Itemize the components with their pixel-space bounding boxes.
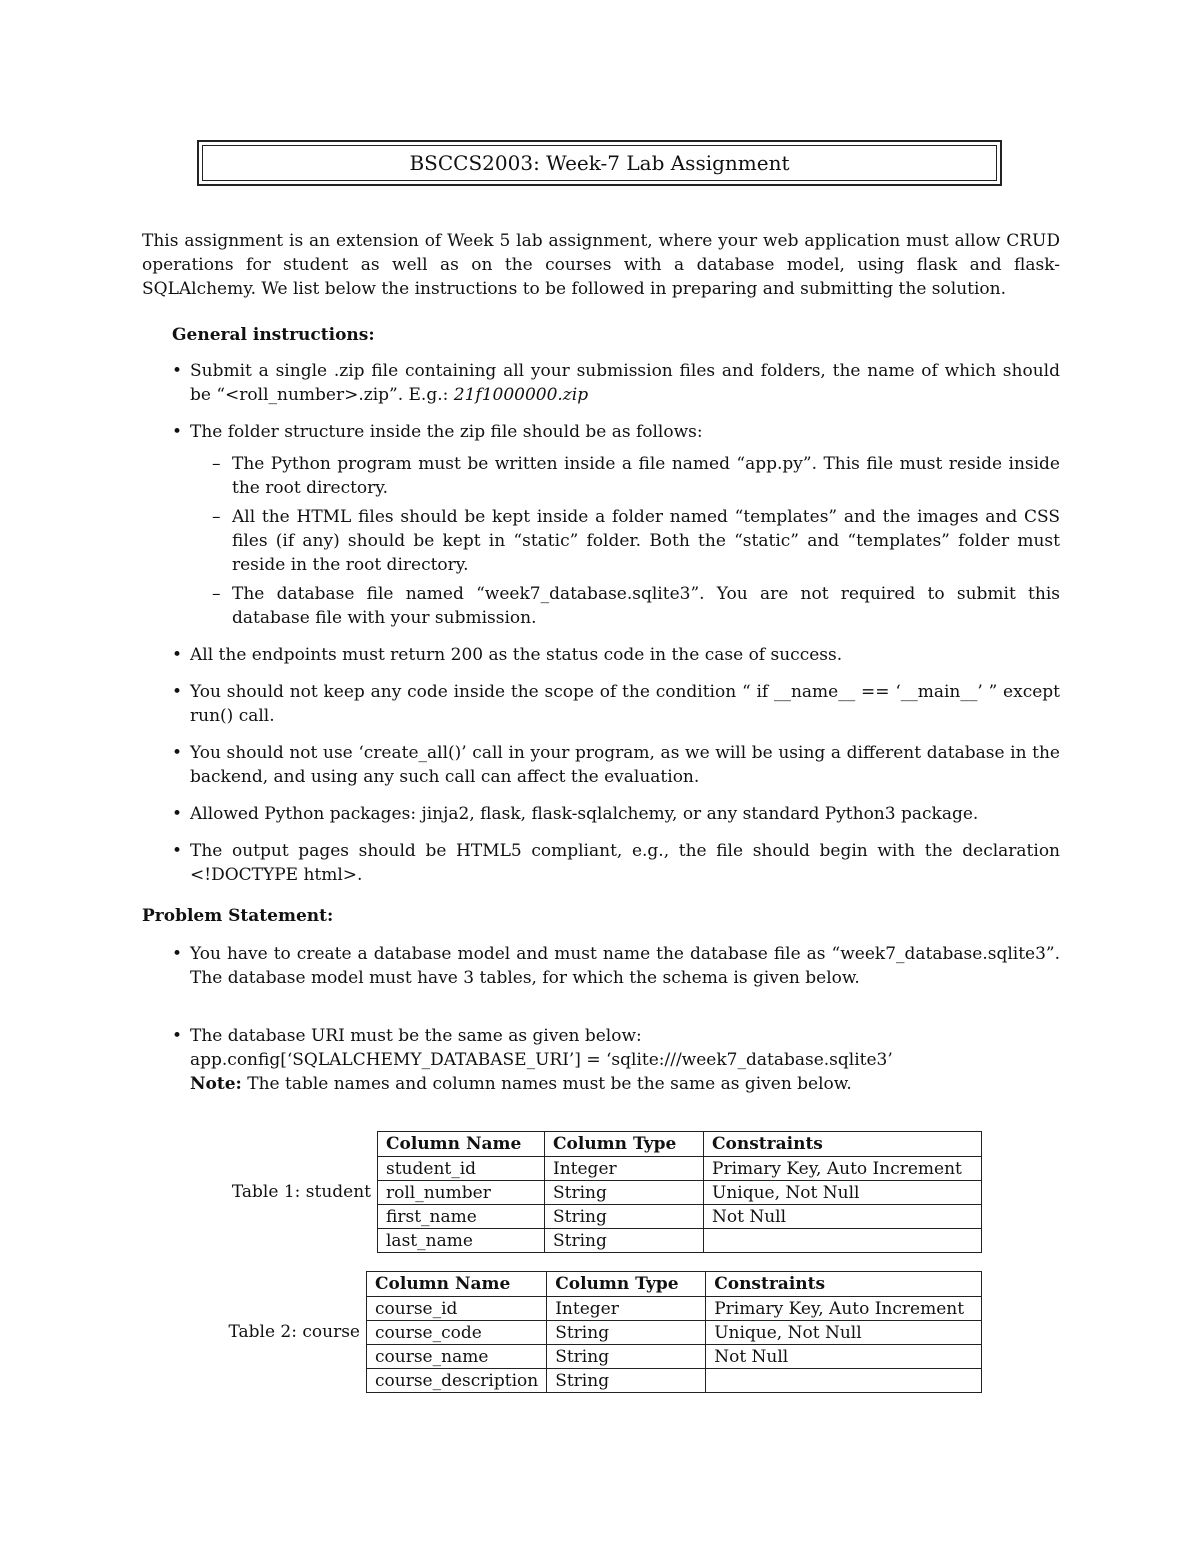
table-cell: Integer <box>547 1297 706 1321</box>
column-header: Column Name <box>378 1132 545 1157</box>
list-item <box>142 420 1060 630</box>
table-row <box>378 1181 982 1205</box>
title-box <box>197 140 1002 186</box>
course-table-block <box>210 1271 982 1393</box>
course-table-caption: Table 2: course <box>228 1322 360 1342</box>
table-cell: Unique, Not Null <box>704 1181 982 1205</box>
student-table-caption: Table 1: student <box>231 1182 371 1202</box>
folder-structure-list <box>190 452 1060 630</box>
column-header: Constraints <box>706 1272 982 1297</box>
table-cell: student_id <box>378 1157 545 1181</box>
table-row <box>378 1157 982 1181</box>
student-table-block <box>221 1131 982 1253</box>
list-item: • You should not use ‘create_all()’ call in your program, as we will be using a different database in the backend, and using any such call can affect the evaluation. <box>142 741 1060 789</box>
general-instructions-list <box>142 359 1060 900</box>
table-cell: last_name <box>378 1229 545 1253</box>
list-item: • You have to create a database model and must name the database file as “week7_database.sqlite3”. The database model must have 3 tables, for which the schema is given below. <box>142 942 1060 990</box>
intro-text: This assignment is an extension of Week 5 lab assignment, where your web application must allow CRUD operations for student as well as on the courses with a database model, using flask and flask-SQLAlchemy. We list below the instructions to be followed in preparing and submitting the solution. <box>142 231 1060 299</box>
uri-intro: • The database URI must be the same as given below: <box>190 1026 642 1046</box>
table-row <box>378 1205 982 1229</box>
column-header: Column Type <box>545 1132 704 1157</box>
course-table <box>366 1271 982 1393</box>
table-cell: course_description <box>367 1369 547 1393</box>
student-table <box>377 1131 982 1253</box>
table-cell <box>704 1229 982 1253</box>
column-header: Constraints <box>704 1132 982 1157</box>
table-cell: Not Null <box>704 1205 982 1229</box>
table-cell: String <box>547 1321 706 1345</box>
table-cell: course_code <box>367 1321 547 1345</box>
table-cell: Unique, Not Null <box>706 1321 982 1345</box>
table-row <box>367 1321 982 1345</box>
list-item: • You should not keep any code inside the scope of the condition “ if __name__ == ‘__main__’ ” except run() call. <box>142 680 1060 728</box>
page-title: BSCCS2003: Week-7 Lab Assignment <box>202 145 997 181</box>
general-instructions-heading: General instructions: <box>172 325 375 345</box>
table-cell: String <box>545 1229 704 1253</box>
note <box>190 1072 1060 1096</box>
problem-statement-heading: Problem Statement: <box>142 906 334 926</box>
table-cell: Integer <box>545 1157 704 1181</box>
table-row <box>367 1369 982 1393</box>
table-cell: course_id <box>367 1297 547 1321</box>
table-row <box>367 1297 982 1321</box>
list-item <box>142 359 1060 407</box>
column-header: Column Name <box>367 1272 547 1297</box>
note-label: Note: <box>190 1074 242 1094</box>
list-item: • Allowed Python packages: jinja2, flask, flask-sqlalchemy, or any standard Python3 package. <box>142 802 1060 826</box>
sub-list-item: – The database file named “week7_database.sqlite3”. You are not required to submit this database file with your submission. <box>190 582 1060 630</box>
table-cell <box>706 1369 982 1393</box>
uri-config: app.config[‘SQLALCHEMY_DATABASE_URI’] = ‘sqlite:///week7_database.sqlite3’ <box>190 1050 893 1070</box>
table-cell: String <box>545 1205 704 1229</box>
item-text: The folder structure inside the zip file should be as follows: <box>190 422 703 442</box>
table-row <box>367 1345 982 1369</box>
zip-example: 21f1000000.zip <box>453 385 589 405</box>
table-cell: String <box>547 1345 706 1369</box>
table-cell: Primary Key, Auto Increment <box>704 1157 982 1181</box>
table-header-row <box>367 1272 982 1297</box>
table-cell: first_name <box>378 1205 545 1229</box>
sub-list-item: – All the HTML files should be kept inside a folder named “templates” and the images and CSS files (if any) should be kept in “static” folder. Both the “static” and “templates” folder must reside in the root directory. <box>190 505 1060 577</box>
table-cell: String <box>545 1181 704 1205</box>
list-item <box>142 1024 1060 1096</box>
problem-statement-list <box>142 942 1060 1109</box>
table-row <box>378 1229 982 1253</box>
intro-paragraph <box>142 229 1060 301</box>
list-item: • All the endpoints must return 200 as the status code in the case of success. <box>142 643 1060 667</box>
sub-list-item: – The Python program must be written inside a file named “app.py”. This file must reside inside the root directory. <box>190 452 1060 500</box>
table-cell: String <box>547 1369 706 1393</box>
table-cell: course_name <box>367 1345 547 1369</box>
list-item: • The output pages should be HTML5 compliant, e.g., the file should begin with the declaration <!DOCTYPE html>. <box>142 839 1060 887</box>
item-text: Submit a single .zip file containing all your submission files and folders, the name of which should be “<roll_number>.zip”. E.g.: <box>190 361 1060 405</box>
table-cell: roll_number <box>378 1181 545 1205</box>
table-cell: Primary Key, Auto Increment <box>706 1297 982 1321</box>
table-cell: Not Null <box>706 1345 982 1369</box>
column-header: Column Type <box>547 1272 706 1297</box>
note-text: The table names and column names must be the same as given below. <box>241 1074 852 1094</box>
table-header-row <box>378 1132 982 1157</box>
